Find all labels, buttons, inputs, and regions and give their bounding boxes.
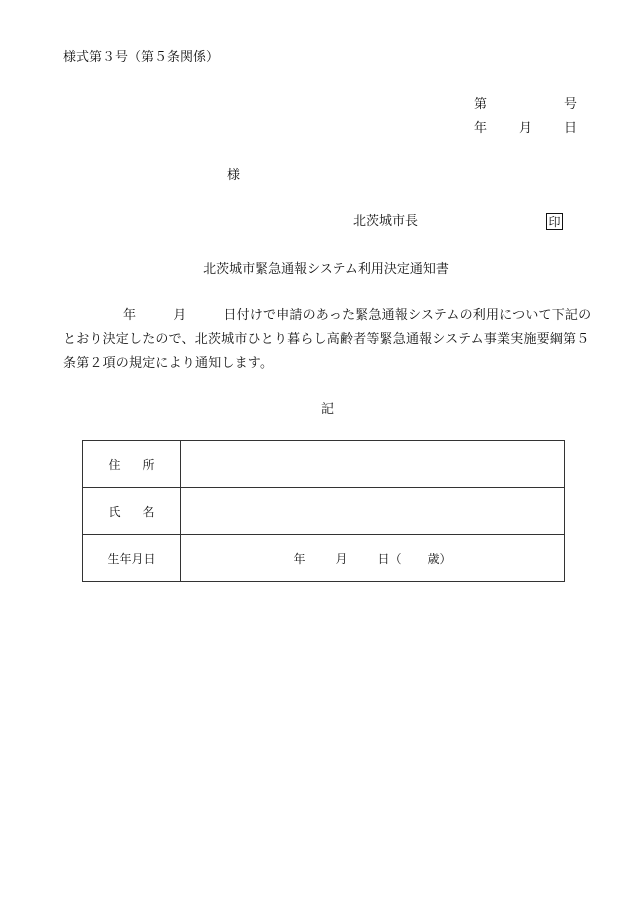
address-value[interactable] (181, 441, 565, 488)
address-label-b: 所 (142, 457, 155, 472)
address-label (83, 441, 181, 488)
body-year: 年 (123, 308, 137, 323)
name-label-a: 氏 (108, 504, 121, 519)
birth-day-open: 日（ (377, 551, 402, 566)
name-value[interactable] (181, 488, 565, 535)
name-label (83, 488, 181, 535)
date-month: 月 (519, 121, 533, 136)
body-month: 月 (173, 308, 187, 323)
issuer-name: 北茨城市長 (353, 214, 419, 229)
ki-heading: 記 (321, 402, 335, 417)
table-row-birth (83, 535, 565, 582)
address-label-a: 住 (108, 457, 121, 472)
seal-mark: 印 (546, 213, 563, 230)
date-year: 年 (474, 121, 488, 136)
form-number: 様式第３号（第５条関係） (63, 50, 220, 65)
document-title: 北茨城市緊急通報システム利用決定通知書 (203, 262, 449, 277)
body-rest: 日付けで申請のあった緊急通報システムの利用について下記のとおり決定したので、北茨城市ひとり暮らし高齢者等緊急通報システム事業実施要綱第５条第２項の規定により通知します。 (63, 308, 592, 371)
name-label-b: 名 (142, 504, 155, 519)
table-row-address (83, 441, 565, 488)
body-text (63, 304, 595, 376)
birth-value[interactable] (181, 535, 565, 582)
birth-age-close: 歳） (427, 551, 452, 566)
date-day: 日 (564, 121, 578, 136)
doc-number-label: 第 (474, 97, 488, 112)
doc-number-suffix: 号 (564, 97, 578, 112)
info-table (82, 440, 565, 582)
birth-year: 年 (293, 551, 306, 566)
table-row-name (83, 488, 565, 535)
birth-label: 生年月日 (83, 535, 181, 582)
birth-month: 月 (335, 551, 348, 566)
addressee-suffix: 様 (227, 168, 241, 183)
